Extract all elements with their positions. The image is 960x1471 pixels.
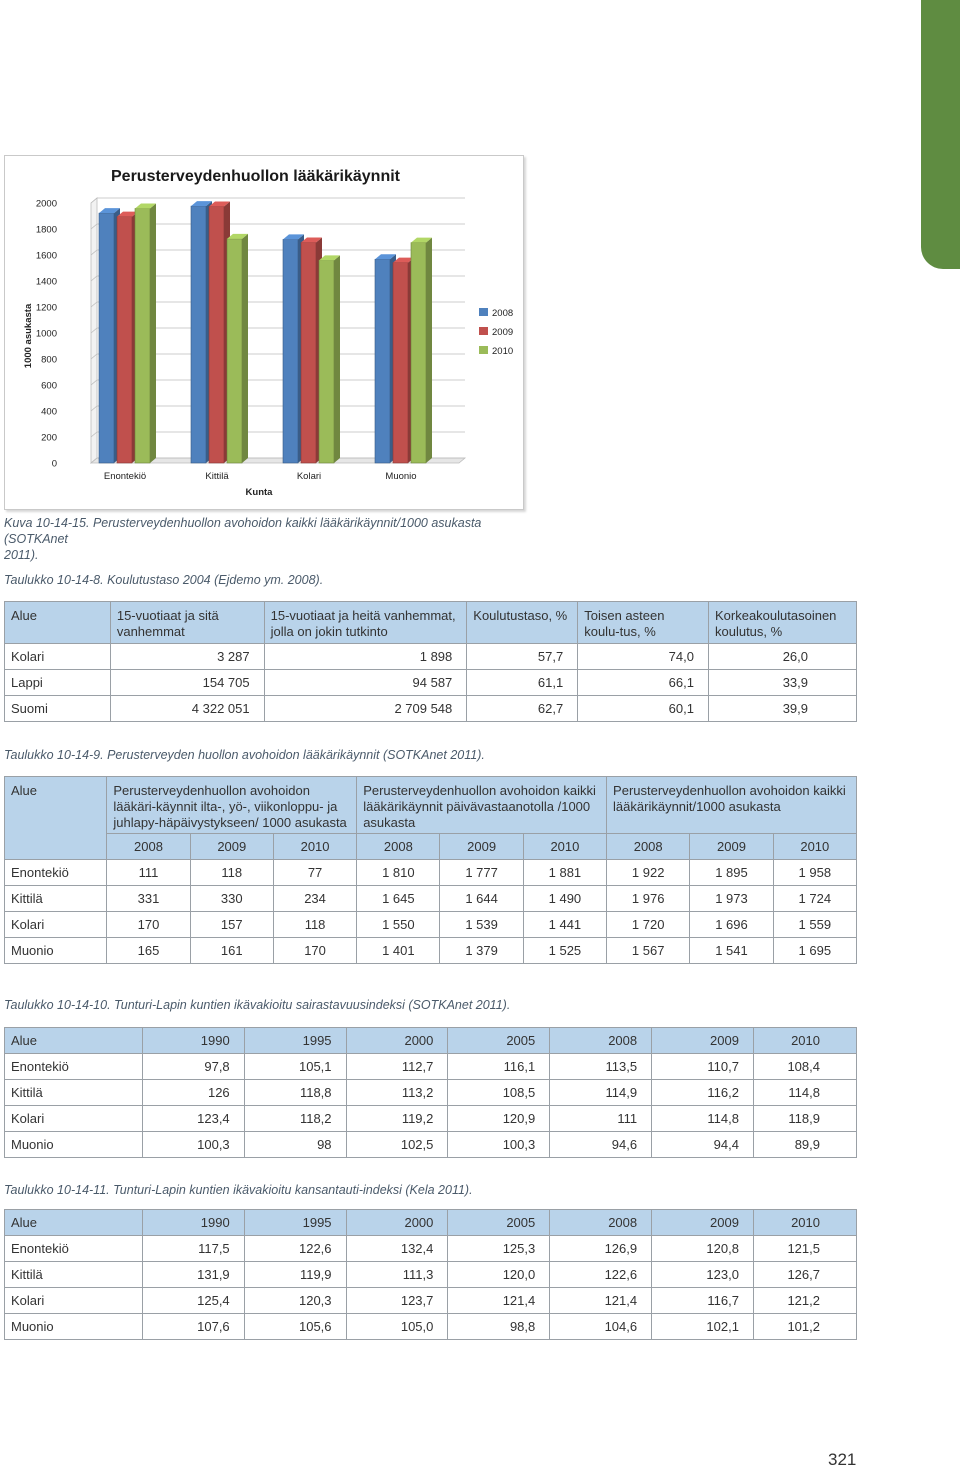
table-cell: 118 [273, 912, 356, 938]
header-cell: 2010 [753, 1028, 856, 1054]
table-cell: 60,1 [578, 696, 709, 722]
header-cell: Alue [5, 777, 107, 860]
table-cell: 1 720 [607, 912, 690, 938]
table-row [5, 886, 857, 912]
table-cell: 3 287 [110, 644, 264, 670]
bar-chart [4, 155, 524, 510]
table-row [5, 1054, 857, 1080]
header-cell: 1995 [244, 1028, 346, 1054]
y-tick-label: 2000 [35, 198, 57, 210]
year-cell: 2010 [773, 834, 856, 860]
header-cell: Perusterveydenhuollon avohoidon lääkäri-käynnit ilta-, yö-, viikonloppu- ja juhlapy-häpäivystykseen/ 1000 asukasta [107, 777, 357, 834]
table-row [5, 1314, 857, 1340]
y-tick-label: 1200 [35, 302, 57, 314]
table-cell: 1 379 [440, 938, 523, 964]
table-cell: 119,9 [244, 1262, 346, 1288]
table-cell: 1 881 [523, 860, 606, 886]
y-tick-label: 200 [41, 432, 57, 444]
table-cell: 114,8 [652, 1106, 754, 1132]
header-cell: 2005 [448, 1028, 550, 1054]
table-cell: 1 958 [773, 860, 856, 886]
table-cell: 62,7 [467, 696, 578, 722]
table-cell: 1 976 [607, 886, 690, 912]
table-cell: 1 645 [357, 886, 440, 912]
bar-side [334, 255, 340, 463]
table-cell: 108,4 [753, 1054, 856, 1080]
legend-swatch [479, 308, 488, 316]
header-cell: 1990 [142, 1028, 244, 1054]
table-cell: 105,0 [346, 1314, 448, 1340]
y-tick-label: 1600 [35, 250, 57, 262]
header-cell: 2008 [550, 1210, 652, 1236]
table-cell: 33,9 [708, 670, 856, 696]
table-cell: Enontekiö [5, 1054, 143, 1080]
table4-caption: Taulukko 10-14-11. Tunturi-Lapin kuntien ikävakioitu kansantauti-indeksi (Kela 2011). [4, 1183, 473, 1197]
table-row [5, 938, 857, 964]
table-cell: 126,7 [753, 1262, 856, 1288]
table-cell: 94 587 [264, 670, 467, 696]
bar-front [191, 206, 206, 463]
table-cell: 104,6 [550, 1314, 652, 1340]
legend-swatch [479, 327, 488, 335]
table-cell: 1 644 [440, 886, 523, 912]
table-cell: 114,8 [753, 1080, 856, 1106]
table-cell: 170 [107, 912, 190, 938]
table-cell: 111 [107, 860, 190, 886]
table-cell: 1 696 [690, 912, 773, 938]
table-cell: 110,7 [652, 1054, 754, 1080]
table-cell: 116,7 [652, 1288, 754, 1314]
year-cell: 2010 [273, 834, 356, 860]
table-cell: 131,9 [142, 1262, 244, 1288]
bar-front [319, 260, 334, 463]
table-cell: Kolari [5, 1106, 143, 1132]
table-cell: 98,8 [448, 1314, 550, 1340]
bar [135, 203, 156, 463]
header-cell: 15-vuotiaat ja sitä vanhemmat [110, 602, 264, 644]
y-axis-title: 1000 asukasta [23, 303, 34, 369]
table-cell: 121,5 [753, 1236, 856, 1262]
bar-front [375, 259, 390, 463]
bar-front [99, 213, 114, 463]
table-cell: 119,2 [346, 1106, 448, 1132]
x-axis-title: Kunta [245, 487, 273, 498]
x-category-label: Muonio [385, 471, 417, 482]
header-cell: Perusterveydenhuollon avohoidon kaikki lääkärikäynnit päivävastaanotolla /1000 asukasta [357, 777, 607, 834]
table-cell: 66,1 [578, 670, 709, 696]
figure-caption-line1: Kuva 10-14-15. Perusterveydenhuollon avohoidon kaikki lääkärikäynnit/1000 asukasta (SOTKAnet [4, 516, 482, 546]
bar-side [242, 234, 248, 463]
table-cell: 113,2 [346, 1080, 448, 1106]
table-cell: 111 [550, 1106, 652, 1132]
chart-canvas [5, 156, 523, 509]
table-cell: 123,0 [652, 1262, 754, 1288]
table-cell: 61,1 [467, 670, 578, 696]
header-cell: 2009 [652, 1028, 754, 1054]
table-cell: Kolari [5, 912, 107, 938]
x-category-label: Kittilä [205, 471, 229, 482]
table-header-row [5, 1210, 857, 1236]
table-cell: 1 567 [607, 938, 690, 964]
doctor-visits-table [4, 776, 857, 964]
table-cell: Muonio [5, 938, 107, 964]
table-cell: 118,8 [244, 1080, 346, 1106]
bar-front [117, 217, 132, 463]
table-cell: Lappi [5, 670, 111, 696]
table-cell: 1 559 [773, 912, 856, 938]
table-cell: 102,5 [346, 1132, 448, 1158]
table-cell: 97,8 [142, 1054, 244, 1080]
table-row [5, 696, 857, 722]
year-cell: 2008 [607, 834, 690, 860]
header-cell: 15-vuotiaat ja heitä vanhemmat, jolla on jokin tutkinto [264, 602, 467, 644]
legend-label: 2009 [492, 327, 514, 338]
header-cell: 2000 [346, 1210, 448, 1236]
legend-label: 2010 [492, 346, 514, 357]
education-table [4, 601, 857, 722]
disease-index-table [4, 1209, 857, 1340]
table-cell: Suomi [5, 696, 111, 722]
table-cell: 120,3 [244, 1288, 346, 1314]
bar-front [301, 243, 316, 463]
table-cell: 1 695 [773, 938, 856, 964]
section-tab [921, 0, 960, 269]
year-cell: 2009 [190, 834, 273, 860]
table-cell: Kittilä [5, 886, 107, 912]
figure-caption-line2: 2011). [4, 548, 39, 562]
table3-caption: Taulukko 10-14-10. Tunturi-Lapin kuntien ikävakioitu sairastavuusindeksi (SOTKAnet 2011). [4, 998, 511, 1012]
table-cell: 330 [190, 886, 273, 912]
table-cell: 331 [107, 886, 190, 912]
table-cell: 94,6 [550, 1132, 652, 1158]
table1-caption: Taulukko 10-14-8. Koulutustaso 2004 (Ejdemo ym. 2008). [4, 573, 324, 587]
table-cell: Enontekiö [5, 1236, 143, 1262]
table-cell: 1 777 [440, 860, 523, 886]
table-cell: 100,3 [448, 1132, 550, 1158]
figure-caption [4, 515, 524, 563]
table-cell: 26,0 [708, 644, 856, 670]
table-row [5, 1080, 857, 1106]
table-cell: 1 898 [264, 644, 467, 670]
table-cell: Kittilä [5, 1080, 143, 1106]
table-cell: 74,0 [578, 644, 709, 670]
table-row [5, 1132, 857, 1158]
table-cell: 121,4 [550, 1288, 652, 1314]
header-cell: Koulutustaso, % [467, 602, 578, 644]
table-cell: 1 401 [357, 938, 440, 964]
table-cell: 121,4 [448, 1288, 550, 1314]
header-cell: Alue [5, 1028, 143, 1054]
legend-swatch [479, 346, 488, 354]
table-year-row [5, 834, 857, 860]
table-cell: 125,3 [448, 1236, 550, 1262]
table-cell: 1 724 [773, 886, 856, 912]
table-cell: 1 895 [690, 860, 773, 886]
table-cell: 1 973 [690, 886, 773, 912]
table-row [5, 1236, 857, 1262]
table-cell: 98 [244, 1132, 346, 1158]
table-cell: 125,4 [142, 1288, 244, 1314]
table-cell: 107,6 [142, 1314, 244, 1340]
x-category-label: Kolari [296, 471, 322, 482]
table-cell: 122,6 [244, 1236, 346, 1262]
x-category-label: Enontekiö [103, 471, 147, 482]
header-cell: 1990 [142, 1210, 244, 1236]
table-cell: Muonio [5, 1132, 143, 1158]
table-row [5, 670, 857, 696]
header-cell: 1995 [244, 1210, 346, 1236]
table-cell: 4 322 051 [110, 696, 264, 722]
header-cell: Alue [5, 1210, 143, 1236]
table-row [5, 912, 857, 938]
table-cell: 57,7 [467, 644, 578, 670]
table-cell: 111,3 [346, 1262, 448, 1288]
table-cell: Muonio [5, 1314, 143, 1340]
table-cell: 100,3 [142, 1132, 244, 1158]
bar-side [426, 238, 432, 463]
table-cell: 120,0 [448, 1262, 550, 1288]
table-cell: 113,5 [550, 1054, 652, 1080]
y-tick-label: 1800 [35, 224, 57, 236]
y-tick-label: 1000 [35, 328, 57, 340]
table-cell: 123,4 [142, 1106, 244, 1132]
table-header-row [5, 1028, 857, 1054]
table-cell: 154 705 [110, 670, 264, 696]
table-cell: 123,7 [346, 1288, 448, 1314]
legend-label: 2008 [492, 308, 514, 319]
table-cell: Kittilä [5, 1262, 143, 1288]
header-cell: 2005 [448, 1210, 550, 1236]
header-cell: 2008 [550, 1028, 652, 1054]
table-cell: 101,2 [753, 1314, 856, 1340]
bar [227, 234, 248, 463]
table-cell: 94,4 [652, 1132, 754, 1158]
table-cell: 120,9 [448, 1106, 550, 1132]
table-cell: 1 810 [357, 860, 440, 886]
table-cell: Kolari [5, 1288, 143, 1314]
table-header-row [5, 777, 857, 834]
table-cell: 234 [273, 886, 356, 912]
table-cell: 39,9 [708, 696, 856, 722]
table-cell: 117,5 [142, 1236, 244, 1262]
table-cell: 1 525 [523, 938, 606, 964]
table-cell: 116,2 [652, 1080, 754, 1106]
table-cell: 1 922 [607, 860, 690, 886]
table-cell: 105,6 [244, 1314, 346, 1340]
table-cell: 1 541 [690, 938, 773, 964]
year-cell: 2010 [523, 834, 606, 860]
table-row [5, 1262, 857, 1288]
table-cell: 108,5 [448, 1080, 550, 1106]
bar-front [135, 208, 150, 463]
morbidity-index-table [4, 1027, 857, 1158]
page-number: 321 [828, 1450, 857, 1469]
table-cell: 116,1 [448, 1054, 550, 1080]
bar [411, 238, 432, 463]
table-cell: 77 [273, 860, 356, 886]
year-cell: 2008 [107, 834, 190, 860]
table-row [5, 1106, 857, 1132]
table-cell: Kolari [5, 644, 111, 670]
bar-side [150, 203, 156, 463]
table-row [5, 860, 857, 886]
table2-caption: Taulukko 10-14-9. Perusterveyden huollon avohoidon lääkärikäynnit (SOTKAnet 2011). [4, 748, 485, 762]
bar [319, 255, 340, 463]
header-cell: 2000 [346, 1028, 448, 1054]
table-cell: 126,9 [550, 1236, 652, 1262]
y-tick-label: 1400 [35, 276, 57, 288]
header-cell: Alue [5, 602, 111, 644]
year-cell: 2008 [357, 834, 440, 860]
bar-front [283, 239, 298, 463]
header-cell: Toisen asteen koulu-tus, % [578, 602, 709, 644]
table-cell: 1 490 [523, 886, 606, 912]
y-tick-label: 0 [51, 458, 57, 470]
header-cell: 2009 [652, 1210, 754, 1236]
bar-front [227, 239, 242, 463]
year-cell: 2009 [440, 834, 523, 860]
table-header-row [5, 602, 857, 644]
year-cell: 2009 [690, 834, 773, 860]
table-cell: 165 [107, 938, 190, 964]
header-cell: 2010 [753, 1210, 856, 1236]
table-cell: Enontekiö [5, 860, 107, 886]
table-row [5, 1288, 857, 1314]
header-cell: Perusterveydenhuollon avohoidon kaikki lääkärikäynnit/1000 asukasta [607, 777, 857, 834]
chart-title: Perusterveydenhuollon lääkärikäynnit [111, 168, 400, 185]
y-tick-label: 400 [41, 406, 57, 418]
table-cell: 120,8 [652, 1236, 754, 1262]
table-cell: 122,6 [550, 1262, 652, 1288]
header-cell: Korkeakoulutasoinen koulutus, % [708, 602, 856, 644]
table-cell: 1 441 [523, 912, 606, 938]
table-cell: 121,2 [753, 1288, 856, 1314]
table-cell: 1 550 [357, 912, 440, 938]
table-cell: 89,9 [753, 1132, 856, 1158]
table-cell: 118 [190, 860, 273, 886]
table-row [5, 644, 857, 670]
table-cell: 105,1 [244, 1054, 346, 1080]
bar-front [411, 243, 426, 463]
table-cell: 161 [190, 938, 273, 964]
bar-front [393, 263, 408, 463]
y-tick-label: 600 [41, 380, 57, 392]
table-cell: 118,2 [244, 1106, 346, 1132]
bar-front [209, 207, 224, 463]
y-tick-label: 800 [41, 354, 57, 366]
table-cell: 112,7 [346, 1054, 448, 1080]
table-cell: 170 [273, 938, 356, 964]
table-cell: 118,9 [753, 1106, 856, 1132]
table-cell: 126 [142, 1080, 244, 1106]
table-cell: 1 539 [440, 912, 523, 938]
table-cell: 2 709 548 [264, 696, 467, 722]
table-cell: 157 [190, 912, 273, 938]
table-cell: 102,1 [652, 1314, 754, 1340]
table-cell: 132,4 [346, 1236, 448, 1262]
table-cell: 114,9 [550, 1080, 652, 1106]
